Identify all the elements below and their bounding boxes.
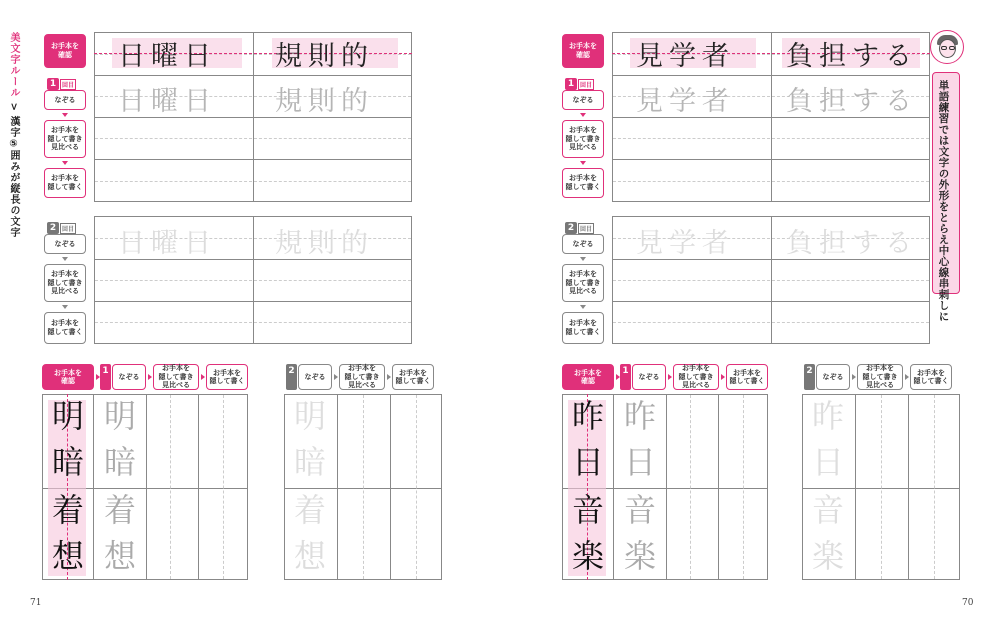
step-arrow	[148, 374, 152, 380]
hide-write-step: お手本を 隠して書く	[910, 364, 952, 390]
round-number: 2	[47, 222, 59, 234]
model-word-1: 見学者	[636, 41, 735, 72]
model-word-1: 日曜日	[118, 41, 217, 72]
step-arrow	[668, 374, 672, 380]
trace-kanji: 日	[811, 443, 844, 481]
step-arrow	[62, 161, 68, 165]
step-arrow	[905, 374, 909, 380]
model-kanji: 明	[51, 397, 84, 435]
trace-kanji: 音	[811, 491, 844, 529]
step-arrow	[852, 374, 856, 380]
model-check-step: お手本を 確認	[562, 34, 604, 68]
trace-kanji: 明	[293, 397, 326, 435]
hide-write-step: お手本を 隠して書く	[392, 364, 434, 390]
model-check-step: お手本を 確認	[44, 34, 86, 68]
hide-compare-step: お手本を 隠して書き 見比べる	[562, 264, 604, 302]
model-kanji: 想	[51, 537, 84, 575]
model-kanji: 着	[51, 491, 84, 529]
trace-step: なぞる	[562, 90, 604, 110]
trace-kanji: 昨	[623, 397, 656, 435]
step-arrow	[580, 113, 586, 117]
trace-word-1: 見学者	[636, 86, 735, 117]
round-number: 1	[100, 364, 111, 390]
model-kanji: 暗	[51, 443, 84, 481]
trace-kanji: 着	[293, 491, 326, 529]
trace-kanji: 暗	[103, 443, 136, 481]
hide-write-step: お手本を 隠して書く	[726, 364, 768, 390]
hide-compare-step: お手本を 隠して書き 見比べる	[153, 364, 199, 390]
step-arrow	[62, 305, 68, 309]
trace-kanji: 昨	[811, 397, 844, 435]
trace-kanji: 明	[103, 397, 136, 435]
step-arrow	[201, 374, 205, 380]
round-indicator	[44, 222, 86, 234]
round-number: 1	[565, 78, 577, 90]
advice-text: 単語練習では文字の外形をとらえ中心線串刺しに	[937, 80, 950, 322]
trace-step: なぞる	[44, 90, 86, 110]
model-kanji: 昨	[571, 397, 604, 435]
model-kanji: 楽	[571, 537, 604, 575]
model-check-step: お手本を 確認	[562, 364, 614, 390]
trace-kanji: 暗	[293, 443, 326, 481]
trace-word-2: 負担する	[786, 86, 918, 117]
trace-word-1: 日曜日	[118, 86, 217, 117]
step-arrow	[387, 374, 391, 380]
model-kanji: 音	[571, 491, 604, 529]
round-indicator	[562, 78, 604, 90]
model-word-2: 規則的	[275, 41, 374, 72]
series-title: 美文字ルール	[8, 32, 19, 98]
page-number-left: 71	[30, 598, 42, 608]
trace-kanji: 想	[293, 537, 326, 575]
teacher-avatar-icon	[930, 30, 964, 64]
hide-compare-step: お手本を 隠して書き 見比べる	[562, 120, 604, 158]
model-kanji: 日	[571, 443, 604, 481]
breadcrumb-separator: >	[8, 98, 19, 117]
step-arrow	[334, 374, 338, 380]
trace-step: なぞる	[562, 234, 604, 254]
trace-kanji: 着	[103, 491, 136, 529]
model-check-step: お手本を 確認	[42, 364, 94, 390]
step-arrow	[580, 305, 586, 309]
topic-title: 漢字⑤囲みが縦長の文字	[8, 116, 19, 239]
round-label: 回目	[578, 79, 594, 90]
trace-kanji: 楽	[811, 537, 844, 575]
hide-write-step: お手本を 隠して書く	[562, 312, 604, 344]
chapter-breadcrumb	[8, 32, 18, 238]
round-indicator	[44, 78, 86, 90]
trace-step: なぞる	[112, 364, 146, 390]
trace-kanji: 日	[623, 443, 656, 481]
round-number: 2	[286, 364, 297, 390]
trace-word-2: 負担する	[786, 228, 918, 259]
round-label: 回目	[60, 223, 76, 234]
round-indicator	[562, 222, 604, 234]
step-arrow	[62, 257, 68, 261]
step-arrow	[580, 161, 586, 165]
trace-kanji: 楽	[623, 537, 656, 575]
step-arrow	[580, 257, 586, 261]
round-label: 回目	[60, 79, 76, 90]
hide-compare-step: お手本を 隠して書き 見比べる	[857, 364, 903, 390]
round-number: 1	[47, 78, 59, 90]
step-arrow	[62, 113, 68, 117]
hide-compare-step: お手本を 隠して書き 見比べる	[44, 120, 86, 158]
trace-step: なぞる	[632, 364, 666, 390]
trace-kanji: 音	[623, 491, 656, 529]
trace-step: なぞる	[44, 234, 86, 254]
hide-write-step: お手本を 隠して書く	[562, 168, 604, 198]
hide-compare-step: お手本を 隠して書き 見比べる	[673, 364, 719, 390]
hide-write-step: お手本を 隠して書く	[206, 364, 248, 390]
step-arrow	[721, 374, 725, 380]
trace-word-1: 日曜日	[118, 228, 217, 259]
trace-step: なぞる	[816, 364, 850, 390]
trace-word-1: 見学者	[636, 228, 735, 259]
round-number: 2	[804, 364, 815, 390]
hide-compare-step: お手本を 隠して書き 見比べる	[44, 264, 86, 302]
page-number-right: 70	[962, 598, 974, 608]
trace-step: なぞる	[298, 364, 332, 390]
round-label: 回目	[578, 223, 594, 234]
trace-word-2: 規則的	[275, 228, 374, 259]
round-number: 1	[620, 364, 631, 390]
trace-kanji: 想	[103, 537, 136, 575]
hide-write-step: お手本を 隠して書く	[44, 312, 86, 344]
hide-write-step: お手本を 隠して書く	[44, 168, 86, 198]
model-word-2: 負担する	[786, 41, 918, 72]
hide-compare-step: お手本を 隠して書き 見比べる	[339, 364, 385, 390]
round-number: 2	[565, 222, 577, 234]
trace-word-2: 規則的	[275, 86, 374, 117]
